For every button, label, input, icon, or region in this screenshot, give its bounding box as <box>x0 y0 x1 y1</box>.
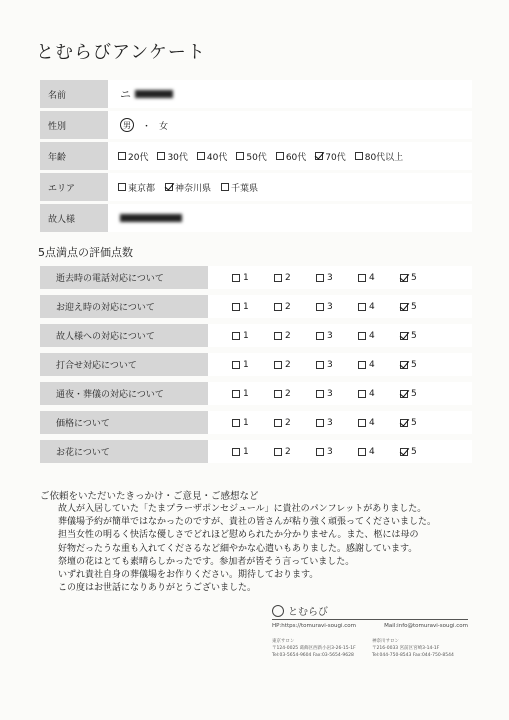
age-option-20s[interactable]: 20代 <box>118 150 148 163</box>
checkbox-icon <box>221 183 229 191</box>
checkbox-checked-icon <box>400 448 408 456</box>
score-option-2[interactable] <box>274 389 316 399</box>
rating-row <box>40 411 472 434</box>
score-option-3[interactable] <box>316 273 358 283</box>
score-label: 4 <box>369 388 375 399</box>
rating-label: 通夜・葬儀の対応について <box>40 382 208 405</box>
score-label: 3 <box>327 388 333 399</box>
score-option-4[interactable] <box>358 273 400 283</box>
footer-address-left: 東京サロン 〒124-0025 葛飾区西新小岩3-26-15-1F Tel:03-5654-9604 Fax:03-5654-9628 <box>272 639 356 658</box>
score-option-1[interactable] <box>232 360 274 370</box>
comments-block <box>58 503 478 595</box>
page-title: とむらびアンケート <box>36 42 206 63</box>
checkbox-icon <box>316 332 324 340</box>
score-label: 2 <box>285 330 291 341</box>
score-label: 5 <box>411 330 417 341</box>
rating-scores <box>208 302 472 312</box>
ratings-title: 5点満点の評価点数 <box>38 246 133 259</box>
score-label: 1 <box>243 446 249 457</box>
checkbox-icon <box>232 303 240 311</box>
score-label: 4 <box>369 272 375 283</box>
score-label: 3 <box>327 417 333 428</box>
score-label: 5 <box>411 388 417 399</box>
score-label: 3 <box>327 301 333 312</box>
score-option-4[interactable] <box>358 418 400 428</box>
checkbox-icon <box>236 152 244 160</box>
rating-scores <box>208 273 472 283</box>
age-option-80s-plus[interactable]: 80代以上 <box>355 150 403 163</box>
checkbox-checked-icon <box>400 332 408 340</box>
checkbox-icon <box>274 274 282 282</box>
score-label: 2 <box>285 272 291 283</box>
redacted-name <box>135 90 173 98</box>
checkbox-icon <box>358 274 366 282</box>
footer-address-right: 神奈川サロン 〒216-0033 宮前区宮崎3-14-1F Tel:044-750-8543 Fax:044-750-8544 <box>372 639 454 658</box>
area-label: エリア <box>40 173 108 201</box>
checkbox-icon <box>274 390 282 398</box>
checkbox-icon <box>232 419 240 427</box>
score-option-1[interactable] <box>232 273 274 283</box>
checkbox-icon <box>274 303 282 311</box>
checkbox-icon <box>274 361 282 369</box>
score-option-1[interactable] <box>232 331 274 341</box>
checkbox-icon <box>232 361 240 369</box>
checkbox-icon <box>358 419 366 427</box>
respondent-info <box>40 80 472 235</box>
name-label: 名前 <box>40 80 108 108</box>
checkbox-checked-icon <box>400 419 408 427</box>
checkbox-checked-icon <box>400 303 408 311</box>
score-label: 1 <box>243 359 249 370</box>
score-option-3[interactable] <box>316 389 358 399</box>
score-label: 2 <box>285 301 291 312</box>
checkbox-icon <box>316 390 324 398</box>
score-option-5[interactable] <box>400 273 442 283</box>
gender-separator: ・ <box>142 121 152 132</box>
score-option-2[interactable] <box>274 273 316 283</box>
checkbox-icon <box>197 152 205 160</box>
rating-row <box>40 440 472 463</box>
comment-line: 祭壇の花はとても素晴らしかったです。参加者が皆そう言っていました。 <box>58 556 355 567</box>
flame-logo-icon <box>272 605 284 617</box>
score-option-5[interactable] <box>400 418 442 428</box>
rating-label: 故人様への対応について <box>40 324 208 347</box>
checkbox-icon <box>316 303 324 311</box>
score-option-4[interactable] <box>358 447 400 457</box>
rating-row <box>40 382 472 405</box>
comment-line: 担当女性の明るく快活な優しさでどれほど慰められたか分かりません。また、柩には母の <box>58 530 419 541</box>
rating-row <box>40 295 472 318</box>
score-label: 3 <box>327 359 333 370</box>
gender-option-male[interactable]: 男 <box>120 118 134 132</box>
score-option-1[interactable] <box>232 389 274 399</box>
checkbox-icon <box>232 448 240 456</box>
score-label: 5 <box>411 272 417 283</box>
score-option-2[interactable] <box>274 302 316 312</box>
deceased-row <box>40 204 472 232</box>
footer-hp[interactable]: HP:https://tomuravi-sougi.com <box>272 623 357 629</box>
score-option-3[interactable] <box>316 360 358 370</box>
rating-label: 価格について <box>40 411 208 434</box>
score-option-3[interactable] <box>316 418 358 428</box>
checkbox-checked-icon <box>165 183 173 191</box>
comment-line: 葬儀場予約が簡単ではなかったのですが、貴社の皆さんが粘り強く頑張ってくださいました。 <box>58 517 437 528</box>
score-label: 5 <box>411 359 417 370</box>
comment-line: この度はお世話になりありがとうございました。 <box>58 583 257 594</box>
score-label: 1 <box>243 301 249 312</box>
rating-label: お迎え時の対応について <box>40 295 208 318</box>
checkbox-icon <box>118 152 126 160</box>
score-label: 4 <box>369 446 375 457</box>
rating-scores <box>208 447 472 457</box>
checkbox-icon <box>358 361 366 369</box>
checkbox-icon <box>358 448 366 456</box>
score-label: 4 <box>369 330 375 341</box>
checkbox-icon <box>232 332 240 340</box>
score-label: 3 <box>327 330 333 341</box>
rating-row <box>40 266 472 289</box>
footer-contacts <box>272 623 468 629</box>
score-option-3[interactable] <box>316 302 358 312</box>
checkbox-icon <box>274 419 282 427</box>
score-label: 2 <box>285 446 291 457</box>
score-option-3[interactable] <box>316 331 358 341</box>
gender-label: 性別 <box>40 111 108 139</box>
comment-line: いずれ貴社自身の葬儀場をお作りください。期待しております。 <box>58 570 319 581</box>
redacted-deceased-name <box>120 214 182 222</box>
checkbox-icon <box>232 274 240 282</box>
area-option-tokyo[interactable]: 東京都 <box>118 181 155 194</box>
area-row <box>40 173 472 201</box>
footer-divider <box>272 619 468 620</box>
checkbox-icon <box>358 332 366 340</box>
score-label: 1 <box>243 417 249 428</box>
deceased-label: 故人様 <box>40 204 108 232</box>
age-option-60s[interactable]: 60代 <box>276 150 306 163</box>
checkbox-icon <box>274 448 282 456</box>
checkbox-icon <box>358 390 366 398</box>
checkbox-icon <box>358 303 366 311</box>
score-option-5[interactable] <box>400 360 442 370</box>
checkbox-icon <box>276 152 284 160</box>
rating-scores <box>208 331 472 341</box>
checkbox-icon <box>232 390 240 398</box>
score-label: 5 <box>411 446 417 457</box>
score-option-2[interactable] <box>274 447 316 457</box>
score-option-5[interactable] <box>400 389 442 399</box>
score-label: 3 <box>327 446 333 457</box>
score-label: 5 <box>411 301 417 312</box>
score-label: 4 <box>369 417 375 428</box>
score-label: 4 <box>369 301 375 312</box>
rating-label: 打合せ対応について <box>40 353 208 376</box>
comment-line: 好物だったうな重も入れてくださるなど細やかな心遣いもありました。感謝しています。 <box>58 543 418 554</box>
score-option-1[interactable] <box>232 418 274 428</box>
score-option-2[interactable] <box>274 418 316 428</box>
checkbox-icon <box>316 419 324 427</box>
checkbox-icon <box>316 361 324 369</box>
age-label: 年齢 <box>40 142 108 170</box>
checkbox-checked-icon <box>315 152 323 160</box>
rating-label: お花について <box>40 440 208 463</box>
rating-label: 逝去時の電話対応について <box>40 266 208 289</box>
checkbox-icon <box>118 183 126 191</box>
footer-brand: とむらび <box>288 607 328 618</box>
score-option-4[interactable] <box>358 331 400 341</box>
gender-row <box>40 111 472 139</box>
rating-scores <box>208 389 472 399</box>
area-option-chiba[interactable]: 千葉県 <box>221 181 258 194</box>
footer-mail[interactable]: Mail:info@tomuravi-sougi.com <box>384 623 468 629</box>
score-label: 4 <box>369 359 375 370</box>
rating-scores <box>208 360 472 370</box>
score-option-4[interactable] <box>358 302 400 312</box>
score-option-5[interactable] <box>400 302 442 312</box>
rating-scores <box>208 418 472 428</box>
score-option-2[interactable] <box>274 331 316 341</box>
ratings-table <box>40 266 472 469</box>
checkbox-icon <box>157 152 165 160</box>
score-option-4[interactable] <box>358 389 400 399</box>
name-value: ニ <box>120 88 131 101</box>
score-option-5[interactable] <box>400 447 442 457</box>
score-label: 2 <box>285 359 291 370</box>
age-option-30s[interactable]: 30代 <box>157 150 187 163</box>
score-option-5[interactable] <box>400 331 442 341</box>
checkbox-checked-icon <box>400 274 408 282</box>
checkbox-icon <box>274 332 282 340</box>
footer-logo <box>272 603 328 618</box>
comments-title: ご依頼をいただいたきっかけ・ご意見・ご感想など <box>40 491 259 502</box>
rating-row <box>40 324 472 347</box>
score-option-4[interactable] <box>358 360 400 370</box>
rating-row <box>40 353 472 376</box>
name-row <box>40 80 472 108</box>
score-label: 1 <box>243 272 249 283</box>
score-label: 2 <box>285 417 291 428</box>
age-row <box>40 142 472 170</box>
score-label: 1 <box>243 388 249 399</box>
checkbox-checked-icon <box>400 390 408 398</box>
score-label: 1 <box>243 330 249 341</box>
score-option-2[interactable] <box>274 360 316 370</box>
checkbox-checked-icon <box>400 361 408 369</box>
score-option-3[interactable] <box>316 447 358 457</box>
gender-option-female[interactable]: 女 <box>159 121 169 132</box>
age-option-70s[interactable]: 70代 <box>315 150 345 163</box>
score-label: 3 <box>327 272 333 283</box>
comment-line: 故人が入居していた「たまプラーザポンセジュール」に貴社のパンフレットがありました。 <box>58 504 427 514</box>
area-option-kanagawa[interactable]: 神奈川県 <box>165 181 211 194</box>
score-label: 2 <box>285 388 291 399</box>
score-option-1[interactable] <box>232 447 274 457</box>
age-option-50s[interactable]: 50代 <box>236 150 266 163</box>
checkbox-icon <box>355 152 363 160</box>
checkbox-icon <box>316 448 324 456</box>
score-option-1[interactable] <box>232 302 274 312</box>
checkbox-icon <box>316 274 324 282</box>
age-option-40s[interactable]: 40代 <box>197 150 227 163</box>
score-label: 5 <box>411 417 417 428</box>
